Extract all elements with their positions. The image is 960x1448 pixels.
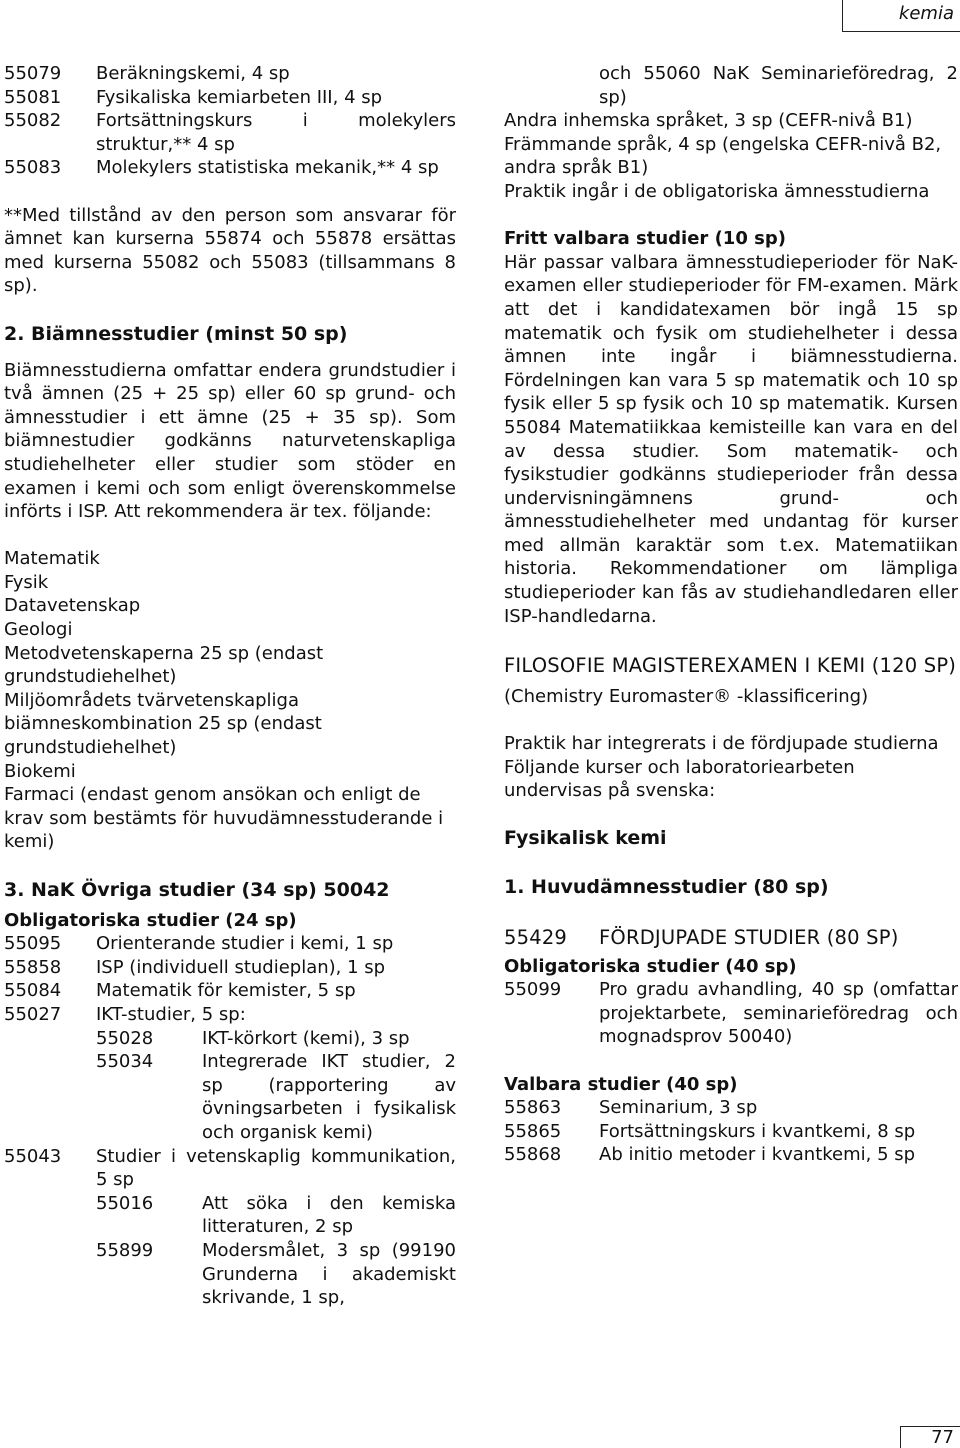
sub-course-entry: 55028 IKT-körkort (kemi), 3 sp: [96, 1027, 410, 1049]
left-column: [4, 62, 456, 1310]
practice-text: Praktik har integrerats i de fördjupade studierna: [504, 733, 939, 755]
course-entry: 55082 Fortsättningskurs i molekylers struktur,** 4 sp: [4, 110, 456, 155]
running-head: [842, 0, 960, 32]
course-entry: 55027 IKT-studier, 5 sp:: [4, 1003, 246, 1025]
running-head-subject: kemia: [898, 3, 954, 24]
course-entry: 55429 FÖRDJUPADE STUDIER (80 SP): [504, 925, 899, 949]
subject-item: Datavetenskap: [4, 595, 141, 617]
subject-item: Fysik: [4, 571, 49, 593]
subsection-heading: Fritt valbara studier (10 sp): [504, 228, 786, 250]
subject-item: Metodvetenskaperna 25 sp (endast grundstudiehelhet): [4, 642, 324, 688]
page-number-box: [900, 1426, 960, 1448]
sub-course-entry: 55016 Att söka i den kemiska litteraturen, 2 sp: [96, 1192, 456, 1238]
subsection-heading: Obligatoriska studier (40 sp): [504, 955, 797, 977]
subsection-heading: Valbara studier (40 sp): [504, 1073, 738, 1095]
subject-item: Biokemi: [4, 760, 76, 782]
course-entry: 55083 Molekylers statistiska mekanik,** 4 sp: [4, 157, 439, 179]
course-entry: 55868 Ab initio metoder i kvantkemi, 5 sp: [504, 1144, 916, 1166]
subject-item: Farmaci (endast genom ansökan och enligt de krav som bestämts för huvudämnesstuderande i kemi): [4, 784, 444, 853]
continued-text: och 55060 NaK Seminarieföredrag, 2 sp): [599, 63, 958, 108]
course-entry: 55081 Fysikaliska kemiarbeten III, 4 sp: [4, 86, 383, 108]
language-item: Främmande språk, 4 sp (engelska CEFR-nivå B2, andra språk B1): [504, 133, 942, 179]
sub-course-entry: 55899 Modersmålet, 3 sp (99190 Grunderna i akademiskt skrivande, 1 sp,: [96, 1239, 456, 1309]
language-text: Följande kurser och laboratoriearbeten undervisas på svenska:: [504, 756, 855, 802]
sub-course-entry: 55034 Integrerade IKT studier, 2 sp (rapportering av övningsarbeten i fysikalisk och organisk kemi): [96, 1051, 456, 1143]
subject-item: Miljöområdets tvärvetenskapliga biämneskombination 25 sp (endast grundstudiehelhet): [4, 689, 322, 759]
course-entry: 55863 Seminarium, 3 sp: [504, 1097, 758, 1119]
course-entry: 55095 Orienterande studier i kemi, 1 sp: [4, 933, 394, 955]
course-entry: 55043 Studier i vetenskaplig kommunikation, 5 sp: [4, 1145, 456, 1191]
subject-heading: Fysikalisk kemi: [504, 827, 667, 850]
language-item: Andra inhemska språket, 3 sp (CEFR-nivå B1): [504, 110, 913, 132]
course-entry: 55865 Fortsättningskurs i kvantkemi, 8 sp: [504, 1120, 916, 1142]
footnote: **Med tillstånd av den person som ansvarar för ämnet kan kurserna 55874 och 55878 ersättas med kurserna 55082 och 55083 (tillsammans 8 sp).: [4, 204, 456, 297]
subject-item: Matematik: [4, 548, 100, 570]
degree-title: FILOSOFIE MAGISTEREXAMEN I KEMI (120 SP): [504, 653, 957, 677]
subsection-heading: Obligatoriska studier (24 sp): [4, 909, 297, 931]
page-number: 77: [931, 1427, 954, 1448]
section-heading: 1. Huvudämnesstudier (80 sp): [504, 876, 829, 898]
degree-subtitle: (Chemistry Euromaster® -klassificering): [504, 685, 869, 707]
subject-item: Geologi: [4, 619, 73, 641]
free-studies-text: Här passar valbara ämnesstudieperioder för NaK-examen eller studieperioder för FM-examen. Märk att det i kandidatexamen bör ingå 15 sp matematik och fysik om studiehelheter i dessa ämnen inte ingår i biämnesstudierna. Fördelningen kan vara 5 sp matematik och 10 sp fysik eller 5 sp fysik och 10 sp matematik. Kursen 55084 Matematiikkaa kemisteille kan vara en del av dessa studier. Som matematik- och fysikstudier godkänns studieperioder från dessa undervisningämnens grund- och ämnesstudiehelheter med undantag för kurser med allmän karaktär som t.ex. Matematiikan historia. Rekommendationer om lämpliga studieperioder kan fås av studiehandledaren eller ISP-handledarna.: [504, 251, 958, 627]
course-entry: 55079 Beräkningskemi, 4 sp: [4, 63, 290, 84]
section-heading: 3. NaK Övriga studier (34 sp) 50042: [4, 878, 390, 901]
language-item: Praktik ingår i de obligatoriska ämnesstudierna: [504, 180, 930, 202]
course-entry: 55858 ISP (individuell studieplan), 1 sp: [4, 956, 386, 978]
section-heading: 2. Biämnesstudier (minst 50 sp): [4, 322, 348, 345]
course-entry: 55084 Matematik för kemister, 5 sp: [4, 980, 356, 1002]
right-column: [504, 62, 958, 1167]
subject-list: [4, 547, 456, 854]
course-entry: 55099 Pro gradu avhandling, 40 sp (omfattar projektarbete, seminarieföredrag och mognadsprov 50040): [504, 979, 958, 1048]
section-intro: Biämnesstudierna omfattar endera grundstudier i två ämnen (25 + 25 sp) eller 60 sp grund- och ämnesstudier i ett ämne (25 + 35 sp). Som biämnestudier godkänns naturvetenskapliga studiehelheter eller studier som stöder en examen i kemi och som enligt överenskommelse införts i ISP. Att rekommendera är tex. följande:: [4, 359, 456, 523]
